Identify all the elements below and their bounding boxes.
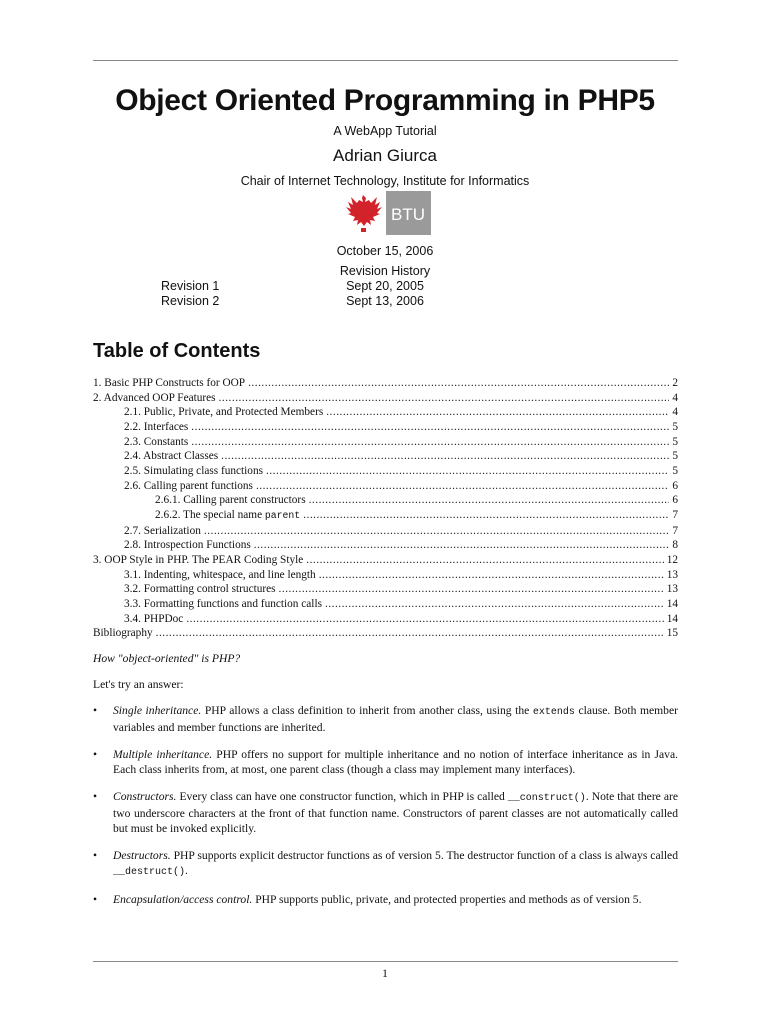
toc-leader-dots — [266, 464, 669, 479]
toc-leader-dots — [221, 449, 669, 464]
toc-leader-dots — [191, 435, 669, 450]
document-subtitle: A WebApp Tutorial — [333, 124, 437, 138]
revision-1-date: Sept 20, 2005 — [346, 279, 424, 293]
toc-entry[interactable] — [93, 391, 678, 406]
code-keyword: __construct() — [507, 793, 586, 804]
toc-entry-page: 8 — [672, 539, 678, 552]
code-keyword: __destruct() — [113, 867, 186, 878]
toc-heading: Table of Contents — [93, 340, 261, 362]
toc-entry-title: 2.6.1. Calling parent constructors — [155, 494, 306, 507]
toc-leader-dots — [191, 420, 669, 435]
affiliation: Chair of Internet Technology, Institute for Informatics — [240, 174, 530, 188]
toc-leader-dots — [325, 597, 664, 612]
toc-entry-page: 7 — [672, 524, 678, 537]
toc-entry-page: 6 — [672, 494, 678, 507]
page-number: 1 — [382, 966, 388, 980]
toc-entry-code: parent — [264, 509, 301, 521]
bullet-icon: • — [93, 893, 98, 906]
toc-entry-title: 2. Advanced OOP Features — [93, 391, 216, 404]
toc-entry[interactable] — [93, 449, 678, 464]
toc-leader-dots — [306, 553, 663, 568]
toc-leader-dots — [319, 568, 664, 583]
toc-entry-page: 13 — [666, 568, 678, 581]
bullet-icon: • — [93, 790, 98, 803]
toc-entry-page: 5 — [672, 450, 678, 463]
toc-entry[interactable] — [93, 420, 678, 435]
toc-entry-page: 5 — [672, 435, 678, 448]
list-item-term: Encapsulation/access control. — [113, 893, 253, 906]
toc-leader-dots — [248, 376, 669, 391]
top-rule — [93, 60, 678, 61]
toc-entry[interactable] — [93, 553, 678, 568]
toc-entry-page: 14 — [666, 612, 678, 625]
toc-entry[interactable] — [93, 582, 678, 597]
toc-entry-title: 2.3. Constants — [124, 435, 189, 448]
toc-entry[interactable] — [93, 435, 678, 450]
toc-entry[interactable] — [93, 597, 678, 612]
toc-entry[interactable] — [93, 524, 678, 539]
list-item-text: . Note that there are two underscore characters at the front of that function name. Constructors of parent classes are not automatically called but must be invoked explicitly. — [113, 790, 678, 835]
intro-text: Let's try an answer: — [93, 678, 184, 691]
toc-entry-title: 1. Basic PHP Constructs for OOP — [93, 377, 246, 389]
toc-leader-dots — [156, 626, 664, 641]
list-item-term: Single inheritance. — [113, 704, 202, 717]
toc-leader-dots — [309, 493, 670, 508]
list-item — [93, 789, 678, 836]
table-of-contents — [93, 376, 678, 641]
toc-leader-dots — [186, 612, 663, 627]
revision-2-label: Revision 2 — [161, 294, 220, 308]
toc-entry[interactable] — [93, 568, 678, 583]
toc-entry[interactable] — [93, 376, 678, 391]
toc-entry-title: 3.2. Formatting control structures — [124, 583, 276, 596]
toc-entry-title: 3.1. Indenting, whitespace, and line length — [124, 568, 316, 581]
toc-entry-page: 6 — [672, 479, 678, 492]
list-item — [93, 747, 678, 777]
toc-entry-title: 2.8. Introspection Functions — [124, 539, 251, 552]
toc-entry[interactable] — [93, 493, 678, 508]
toc-entry-title: 2.1. Public, Private, and Protected Members — [124, 406, 324, 419]
toc-entry-title: 2.4. Abstract Classes — [124, 450, 219, 463]
bullet-icon: • — [93, 849, 98, 862]
revision-1-label: Revision 1 — [161, 279, 220, 293]
bullet-icon: • — [93, 704, 98, 717]
toc-entry-page: 4 — [672, 391, 678, 404]
toc-entry-page: 7 — [672, 508, 678, 521]
feature-list — [93, 703, 678, 919]
list-item-term: Destructors. — [113, 849, 171, 862]
toc-entry-title: Bibliography — [93, 627, 153, 640]
list-item — [93, 848, 678, 880]
toc-leader-dots — [219, 391, 670, 406]
toc-entry-page: 13 — [666, 583, 678, 596]
toc-leader-dots — [204, 524, 669, 539]
toc-leader-dots — [254, 538, 670, 553]
list-item-text: . — [185, 864, 188, 877]
bullet-icon: • — [93, 748, 98, 761]
toc-entry[interactable] — [93, 538, 678, 553]
toc-entry-title-wrap — [155, 508, 300, 524]
list-item-term: Multiple inheritance. — [113, 748, 213, 761]
list-item-text: Every class can have one constructor function, which in PHP is called — [176, 790, 508, 803]
toc-entry-title: 3.3. Formatting functions and function calls — [124, 597, 322, 610]
revision-2-date: Sept 13, 2006 — [346, 294, 424, 308]
toc-entry-page: 5 — [672, 420, 678, 433]
toc-leader-dots — [279, 582, 664, 597]
list-item-text: PHP supports explicit destructor functions as of version 5. The destructor function of a class is always called — [170, 849, 678, 862]
toc-entry-title: 2.6.2. The special name — [155, 508, 263, 521]
toc-entry[interactable] — [93, 626, 678, 641]
toc-entry-page: 5 — [672, 464, 678, 477]
toc-leader-dots — [326, 405, 669, 420]
toc-entry[interactable] — [93, 612, 678, 627]
btu-logo — [341, 191, 431, 235]
revision-history-heading: Revision History — [339, 264, 431, 278]
list-item-text: clause. Both member variables and member functions are inherited. — [113, 704, 678, 734]
toc-entry-page: 12 — [666, 553, 678, 566]
list-item-text: PHP offers no support for multiple inheritance and no notion of interface inheritance as in Java. Each class inherits from, at most, one parent class (though a class may implement many interfaces). — [113, 748, 678, 776]
toc-leader-dots — [303, 508, 669, 523]
toc-entry-page: 14 — [666, 597, 678, 610]
list-item — [93, 892, 678, 907]
code-keyword: extends — [532, 707, 575, 718]
logo-text: BTU — [391, 205, 425, 224]
toc-leader-dots — [256, 479, 669, 494]
list-item — [93, 703, 678, 735]
toc-entry-page: 4 — [672, 406, 678, 419]
list-item-text: PHP supports public, private, and protected properties and methods as of version 5. — [252, 893, 642, 906]
toc-entry[interactable] — [93, 405, 678, 420]
toc-entry-title: 2.2. Interfaces — [124, 420, 189, 433]
question-heading: How "object-oriented" is PHP? — [93, 652, 241, 665]
document-date: October 15, 2006 — [336, 244, 434, 258]
document-title: Object Oriented Programming in PHP5 — [115, 84, 655, 117]
toc-entry-title: 2.7. Serialization — [124, 524, 201, 537]
toc-entry-page: 15 — [666, 627, 678, 640]
toc-entry-title: 3.4. PHPDoc — [124, 612, 184, 625]
toc-entry-title: 2.6. Calling parent functions — [124, 479, 253, 492]
toc-entry-title: 3. OOP Style in PHP. The PEAR Coding Style — [93, 553, 304, 566]
toc-entry-title: 2.5. Simulating class functions — [124, 464, 264, 477]
toc-entry-page: 2 — [672, 377, 678, 389]
footer-rule — [93, 961, 678, 962]
toc-entry[interactable] — [93, 508, 678, 524]
list-item-term: Constructors. — [113, 790, 177, 803]
toc-entry[interactable] — [93, 479, 678, 494]
toc-entry[interactable] — [93, 464, 678, 479]
author-name: Adrian Giurca — [333, 146, 437, 165]
list-item-text: PHP allows a class definition to inherit from another class, using the — [201, 704, 533, 717]
